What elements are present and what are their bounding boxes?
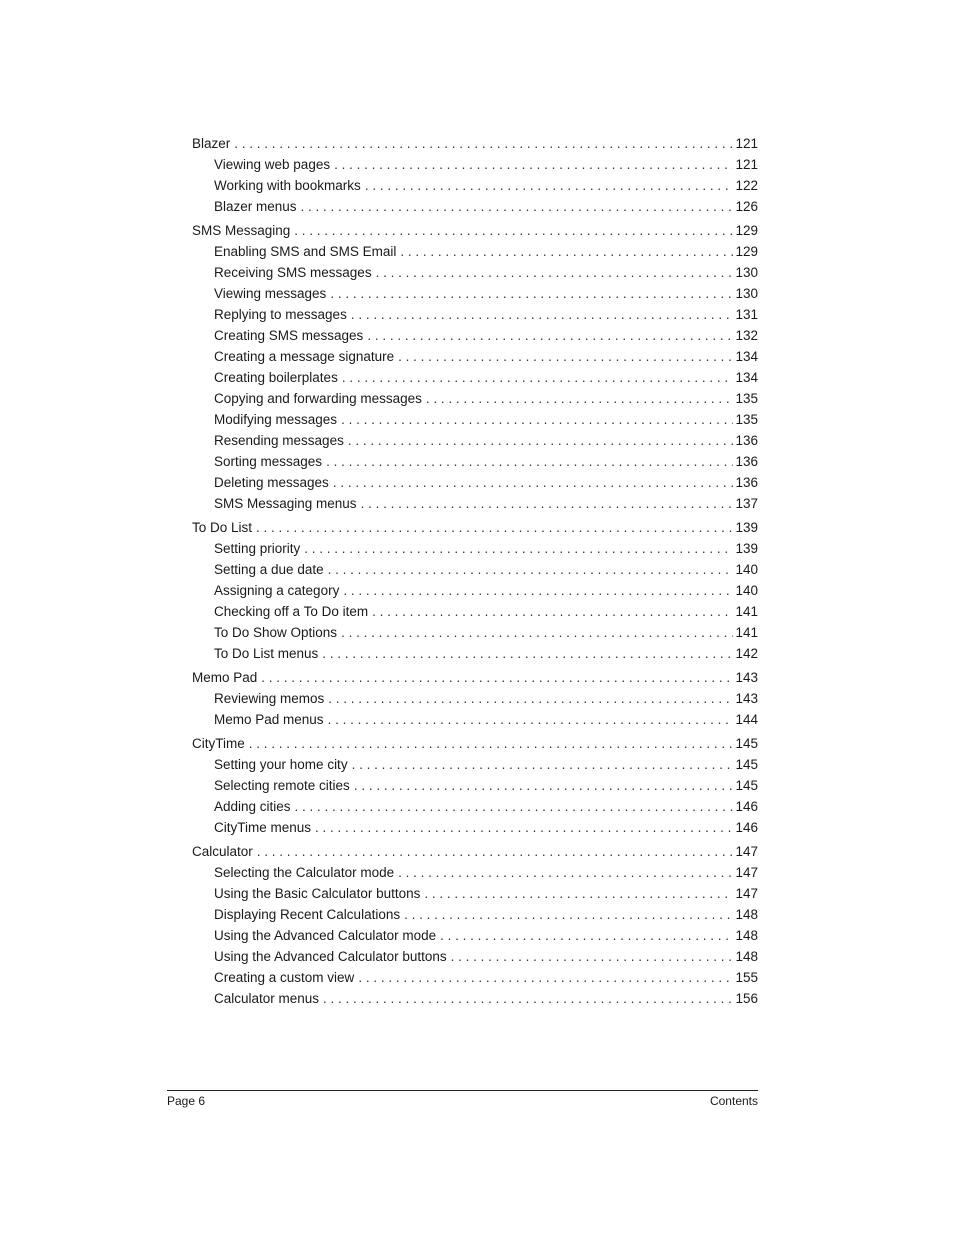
- dot-leader: [451, 946, 734, 967]
- dot-leader: [404, 904, 733, 925]
- toc-section-entry[interactable]: [192, 430, 758, 451]
- toc-entry-page-number: 130: [735, 265, 758, 280]
- toc-entry-title: Working with bookmarks: [214, 178, 361, 193]
- toc-entry-title: Creating SMS messages: [214, 328, 364, 343]
- dot-leader: [343, 580, 733, 601]
- dot-leader: [333, 472, 734, 493]
- dot-leader: [295, 796, 734, 817]
- toc-section-entry[interactable]: [192, 580, 758, 601]
- toc-section-entry[interactable]: [192, 409, 758, 430]
- toc-section-entry[interactable]: [192, 538, 758, 559]
- toc-entry-page-number: 143: [735, 670, 758, 685]
- toc-entry-page-number: 148: [735, 928, 758, 943]
- toc-section-entry[interactable]: [192, 601, 758, 622]
- toc-entry-title: Using the Advanced Calculator mode: [214, 928, 437, 943]
- dot-leader: [256, 517, 733, 538]
- toc-section-entry[interactable]: [192, 754, 758, 775]
- toc-entry-title: Blazer menus: [214, 199, 297, 214]
- footer-rule: [167, 1090, 758, 1091]
- toc-entry-page-number: 139: [735, 520, 758, 535]
- toc-section-entry[interactable]: [192, 643, 758, 664]
- toc-section-entry[interactable]: [192, 967, 758, 988]
- toc-entry-title: SMS Messaging: [192, 223, 291, 238]
- toc-entry-page-number: 146: [735, 820, 758, 835]
- toc-entry-title: Selecting remote cities: [214, 778, 350, 793]
- toc-entry-title: Resending messages: [214, 433, 344, 448]
- toc-section-entry[interactable]: [192, 493, 758, 514]
- toc-entry-title: Replying to messages: [214, 307, 347, 322]
- toc-entry-title: Assigning a category: [214, 583, 340, 598]
- toc-entry-page-number: 142: [735, 646, 758, 661]
- toc-entry-title: CityTime menus: [214, 820, 312, 835]
- dot-leader: [341, 409, 733, 430]
- toc-entry-page-number: 156: [735, 991, 758, 1006]
- toc-entry-page-number: 147: [735, 865, 758, 880]
- toc-chapter-entry[interactable]: [192, 220, 758, 241]
- toc-chapter-entry[interactable]: [192, 667, 758, 688]
- dot-leader: [398, 346, 733, 367]
- toc-chapter-entry[interactable]: [192, 841, 758, 862]
- toc-entry-page-number: 148: [735, 907, 758, 922]
- toc-section-entry[interactable]: [192, 283, 758, 304]
- dot-leader: [400, 241, 733, 262]
- toc-section-entry[interactable]: [192, 241, 758, 262]
- toc-entry-title: Viewing messages: [214, 286, 327, 301]
- toc-entry-page-number: 132: [735, 328, 758, 343]
- toc-entry-title: Displaying Recent Calculations: [214, 907, 401, 922]
- toc-entry-page-number: 135: [735, 412, 758, 427]
- toc-entry-page-number: 122: [735, 178, 758, 193]
- toc-entry-page-number: 143: [735, 691, 758, 706]
- toc-section-entry[interactable]: [192, 304, 758, 325]
- toc-entry-page-number: 140: [735, 583, 758, 598]
- toc-entry-title: Creating a message signature: [214, 349, 395, 364]
- dot-leader: [261, 667, 733, 688]
- toc-entry-page-number: 145: [735, 757, 758, 772]
- toc-entry-title: Creating a custom view: [214, 970, 355, 985]
- toc-entry-title: Selecting the Calculator mode: [214, 865, 395, 880]
- dot-leader: [354, 775, 734, 796]
- toc-chapter-entry[interactable]: [192, 733, 758, 754]
- toc-entry-title: Reviewing memos: [214, 691, 325, 706]
- toc-section-entry[interactable]: [192, 325, 758, 346]
- toc-section-entry[interactable]: [192, 175, 758, 196]
- toc-entry-title: Modifying messages: [214, 412, 338, 427]
- toc-entry-page-number: 141: [735, 604, 758, 619]
- dot-leader: [249, 733, 734, 754]
- toc-entry-page-number: 141: [735, 625, 758, 640]
- dot-leader: [234, 133, 733, 154]
- toc-entry-title: Deleting messages: [214, 475, 329, 490]
- toc-section-entry[interactable]: [192, 472, 758, 493]
- toc-entry-title: Enabling SMS and SMS Email: [214, 244, 397, 259]
- toc-entry-page-number: 136: [735, 433, 758, 448]
- toc-section-entry[interactable]: [192, 946, 758, 967]
- toc-entry-title: To Do List menus: [214, 646, 319, 661]
- dot-leader: [294, 220, 733, 241]
- dot-leader: [365, 175, 734, 196]
- toc-entry-title: Using the Basic Calculator buttons: [214, 886, 421, 901]
- toc-entry-title: To Do Show Options: [214, 625, 338, 640]
- table-of-contents: [192, 133, 758, 1009]
- toc-entry-title: SMS Messaging menus: [214, 496, 357, 511]
- toc-section-entry[interactable]: [192, 883, 758, 904]
- dot-leader: [304, 538, 733, 559]
- toc-entry-title: Viewing web pages: [214, 157, 331, 172]
- dot-leader: [328, 709, 734, 730]
- toc-entry-page-number: 134: [735, 349, 758, 364]
- toc-entry-title: CityTime: [192, 736, 245, 751]
- toc-entry-title: Receiving SMS messages: [214, 265, 372, 280]
- toc-entry-page-number: 144: [735, 712, 758, 727]
- toc-entry-title: Setting priority: [214, 541, 301, 556]
- dot-leader: [358, 967, 733, 988]
- toc-entry-title: To Do List: [192, 520, 253, 535]
- toc-section-entry[interactable]: [192, 817, 758, 838]
- toc-entry-page-number: 140: [735, 562, 758, 577]
- toc-entry-title: Calculator menus: [214, 991, 320, 1006]
- dot-leader: [341, 622, 733, 643]
- toc-section-entry[interactable]: [192, 796, 758, 817]
- toc-section-entry[interactable]: [192, 451, 758, 472]
- toc-entry-title: Setting a due date: [214, 562, 324, 577]
- toc-entry-page-number: 145: [735, 736, 758, 751]
- toc-entry-title: Calculator: [192, 844, 253, 859]
- toc-entry-page-number: 146: [735, 799, 758, 814]
- dot-leader: [323, 988, 733, 1009]
- toc-section-entry[interactable]: [192, 862, 758, 883]
- toc-entry-title: Sorting messages: [214, 454, 323, 469]
- toc-entry-page-number: 147: [735, 844, 758, 859]
- dot-leader: [342, 367, 734, 388]
- toc-entry-page-number: 121: [735, 157, 758, 172]
- dot-leader: [257, 841, 734, 862]
- toc-section-entry[interactable]: [192, 688, 758, 709]
- toc-section-entry[interactable]: [192, 559, 758, 580]
- dot-leader: [440, 925, 733, 946]
- toc-entry-page-number: 148: [735, 949, 758, 964]
- toc-entry-page-number: 137: [735, 496, 758, 511]
- toc-entry-title: Using the Advanced Calculator buttons: [214, 949, 447, 964]
- toc-section-entry[interactable]: [192, 709, 758, 730]
- dot-leader: [326, 451, 733, 472]
- toc-entry-title: Adding cities: [214, 799, 291, 814]
- toc-section-entry[interactable]: [192, 388, 758, 409]
- toc-chapter-entry[interactable]: [192, 133, 758, 154]
- toc-chapter-entry[interactable]: [192, 517, 758, 538]
- toc-entry-page-number: 139: [735, 541, 758, 556]
- toc-section-entry[interactable]: [192, 775, 758, 796]
- toc-entry-page-number: 131: [735, 307, 758, 322]
- toc-section-entry[interactable]: [192, 346, 758, 367]
- toc-entry-page-number: 155: [735, 970, 758, 985]
- dot-leader: [376, 262, 734, 283]
- dot-leader: [372, 601, 733, 622]
- dot-leader: [330, 283, 733, 304]
- footer-page-number: Page 6: [167, 1094, 206, 1108]
- dot-leader: [334, 154, 733, 175]
- toc-entry-title: Setting your home city: [214, 757, 348, 772]
- dot-leader: [328, 559, 734, 580]
- dot-leader: [315, 817, 733, 838]
- toc-entry-page-number: 130: [735, 286, 758, 301]
- toc-entry-title: Blazer: [192, 136, 231, 151]
- toc-entry-page-number: 126: [735, 199, 758, 214]
- toc-entry-title: Checking off a To Do item: [214, 604, 369, 619]
- toc-entry-page-number: 147: [735, 886, 758, 901]
- dot-leader: [351, 304, 734, 325]
- dot-leader: [367, 325, 733, 346]
- toc-entry-title: Copying and forwarding messages: [214, 391, 422, 406]
- toc-entry-page-number: 134: [735, 370, 758, 385]
- toc-entry-page-number: 145: [735, 778, 758, 793]
- toc-section-entry[interactable]: [192, 367, 758, 388]
- dot-leader: [424, 883, 733, 904]
- dot-leader: [322, 643, 733, 664]
- dot-leader: [361, 493, 734, 514]
- toc-entry-title: Memo Pad menus: [214, 712, 324, 727]
- dot-leader: [348, 430, 734, 451]
- toc-entry-page-number: 136: [735, 475, 758, 490]
- footer-section-title: Contents: [709, 1094, 758, 1108]
- toc-section-entry[interactable]: [192, 904, 758, 925]
- toc-section-entry[interactable]: [192, 262, 758, 283]
- toc-entry-page-number: 129: [735, 223, 758, 238]
- toc-section-entry[interactable]: [192, 925, 758, 946]
- toc-entry-page-number: 135: [735, 391, 758, 406]
- toc-entry-page-number: 129: [735, 244, 758, 259]
- toc-entry-page-number: 136: [735, 454, 758, 469]
- toc-entry-page-number: 121: [735, 136, 758, 151]
- dot-leader: [352, 754, 734, 775]
- dot-leader: [328, 688, 733, 709]
- toc-section-entry[interactable]: [192, 154, 758, 175]
- toc-section-entry[interactable]: [192, 196, 758, 217]
- toc-section-entry[interactable]: [192, 988, 758, 1009]
- dot-leader: [301, 196, 734, 217]
- dot-leader: [426, 388, 734, 409]
- toc-entry-title: Creating boilerplates: [214, 370, 338, 385]
- toc-section-entry[interactable]: [192, 622, 758, 643]
- toc-entry-title: Memo Pad: [192, 670, 258, 685]
- dot-leader: [398, 862, 733, 883]
